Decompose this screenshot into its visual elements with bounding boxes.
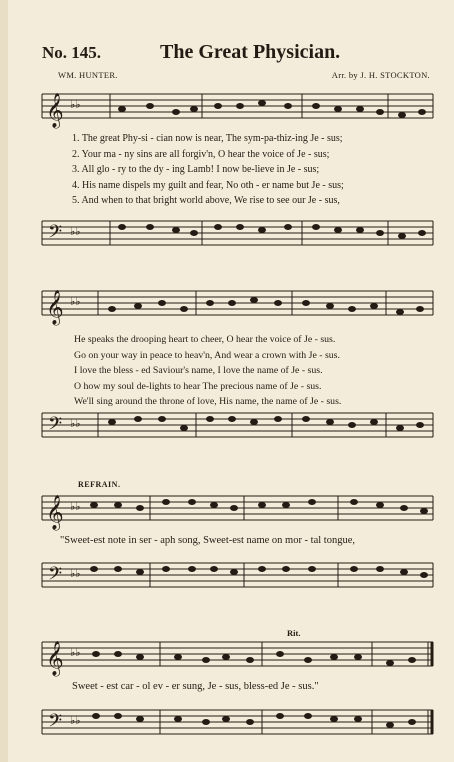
verse-line: O how my soul de-lights to hear The precious name of Je - sus. xyxy=(74,380,322,392)
verse-line: 2. Your ma - ny sins are all forgiv'n, O hear the voice of Je - sus; xyxy=(72,148,330,160)
system-2-treble-staff xyxy=(0,285,454,335)
hymn-number: No. 145. xyxy=(42,43,102,62)
svg-text:♭♭: ♭♭ xyxy=(70,296,81,308)
svg-text:𝄞: 𝄞 xyxy=(46,642,64,675)
verse-line: I love the bless - ed Saviour's name, I love the name of Je - sus. xyxy=(74,365,323,376)
refrain-lyric-1: "Sweet-est note in ser - aph song, Sweet-est name on mor - tal tongue, xyxy=(60,535,356,546)
verses-block-2 xyxy=(74,332,341,410)
refrain-2-bass-staff xyxy=(0,702,454,742)
refrain-lyric-2: Sweet - est car - ol ev - er sung, Je - sus, bless-ed Je - sus." xyxy=(72,681,319,692)
hymn-title: The Great Physician. xyxy=(160,41,341,63)
svg-text:♭♭: ♭♭ xyxy=(70,501,81,513)
refrain-2-treble-staff xyxy=(0,636,454,680)
svg-text:𝄢: 𝄢 xyxy=(48,221,63,246)
system-1-bass-staff xyxy=(0,215,454,255)
verse-line: 3. All glo - ry to the dy - ing Lamb! I now be-lieve in Je - sus; xyxy=(72,164,320,175)
verses-block-1 xyxy=(72,131,344,209)
svg-text:𝄞: 𝄞 xyxy=(46,93,64,128)
svg-text:♭♭: ♭♭ xyxy=(70,99,81,111)
verse-line: Go on your way in peace to heav'n, And wear a crown with Je - sus. xyxy=(74,349,340,361)
arranger-credit: Arr. by J. H. STOCKTON. xyxy=(331,70,430,80)
verse-line: We'll sing around the throne of love, His name, the name of Je - sus. xyxy=(74,396,342,407)
verse-line: 5. And when to that bright world above, We rise to see our Je - sus, xyxy=(72,195,340,206)
system-2-bass-staff xyxy=(0,407,454,447)
svg-text:♭♭: ♭♭ xyxy=(70,647,81,659)
svg-text:𝄢: 𝄢 xyxy=(48,710,63,735)
refrain-1-bass-staff xyxy=(0,555,454,595)
svg-text:♭♭: ♭♭ xyxy=(70,715,81,727)
author-credit: WM. HUNTER. xyxy=(58,70,118,80)
verse-line: 4. His name dispels my guilt and fear, No oth - er name but Je - sus; xyxy=(72,179,344,191)
verse-line: 1. The great Phy-si - cian now is near, The sym-pa-thiz-ing Je - sus; xyxy=(72,133,343,144)
hymn-header xyxy=(42,43,432,65)
refrain-label: REFRAIN. xyxy=(78,480,121,489)
svg-text:𝄞: 𝄞 xyxy=(46,496,64,529)
svg-text:♭♭: ♭♭ xyxy=(70,226,81,238)
svg-text:𝄞: 𝄞 xyxy=(46,291,64,324)
refrain-1-treble-staff xyxy=(0,490,454,534)
svg-text:♭♭: ♭♭ xyxy=(70,568,81,580)
ritardando-mark: Rit. xyxy=(287,628,301,638)
svg-text:𝄢: 𝄢 xyxy=(48,563,63,588)
verse-line: He speaks the drooping heart to cheer, O hear the voice of Je - sus. xyxy=(74,334,336,345)
svg-text:♭♭: ♭♭ xyxy=(70,418,81,430)
svg-text:𝄢: 𝄢 xyxy=(48,413,63,438)
